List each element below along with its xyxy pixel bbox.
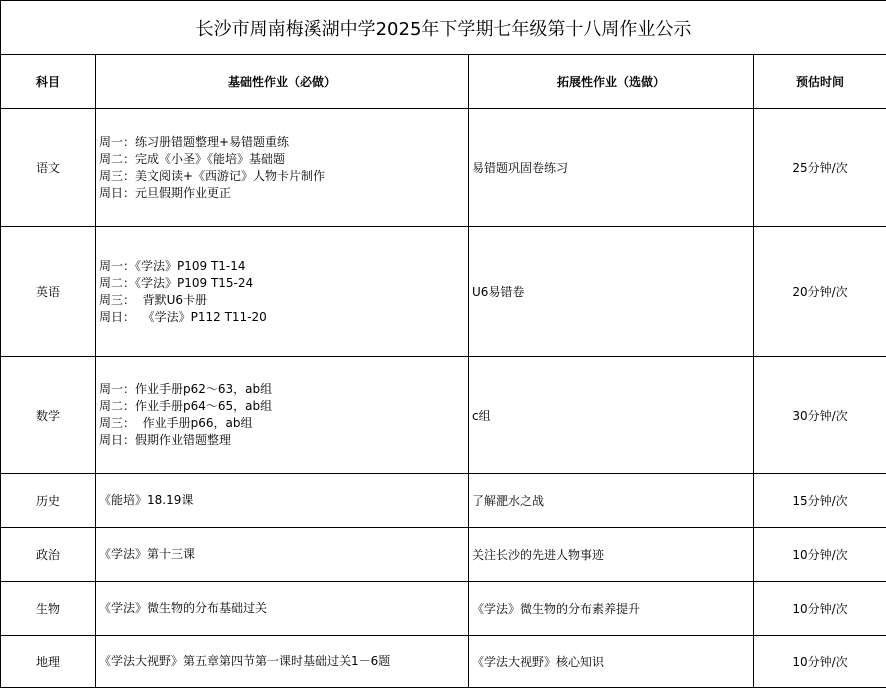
time-cell: 25分钟/次 <box>754 109 886 227</box>
basic-line: 周二：完成《小圣》《能培》基础题 <box>99 151 286 166</box>
basic-line: 周三： 作业手册p66，ab组 <box>99 416 253 430</box>
time-cell: 15分钟/次 <box>754 474 886 528</box>
table-row <box>1 109 886 227</box>
basic-cell <box>96 636 469 688</box>
basic-cell <box>96 357 469 474</box>
table-row <box>1 636 886 688</box>
basic-cell <box>96 109 469 227</box>
table-row <box>1 227 886 357</box>
header-row <box>1 55 886 109</box>
table-row <box>1 528 886 582</box>
subject-cell: 历史 <box>1 474 96 528</box>
basic-line: 周日：假期作业错题整理 <box>99 433 232 447</box>
header-extended: 拓展性作业（选做） <box>469 55 754 109</box>
basic-line: 《学法大视野》第五章第四节第一课时基础过关1－6题 <box>99 654 391 668</box>
time-cell: 30分钟/次 <box>754 357 886 474</box>
basic-line: 《能培》18.19课 <box>99 493 194 507</box>
table-row <box>1 582 886 636</box>
time-cell: 20分钟/次 <box>754 227 886 357</box>
basic-cell <box>96 474 469 528</box>
basic-line: 《学法》微生物的分布基础过关 <box>99 601 268 615</box>
page-title: 长沙市周南梅溪湖中学2025年下学期七年级第十八周作业公示 <box>1 1 886 55</box>
header-basic: 基础性作业（必做） <box>96 55 469 109</box>
subject-cell: 生物 <box>1 582 96 636</box>
extended-cell: 了解淝水之战 <box>469 474 754 528</box>
basic-cell <box>96 227 469 357</box>
basic-line: 周一：《学法》P109 T1-14 <box>99 258 246 273</box>
basic-line: 周日：元旦假期作业更正 <box>99 185 232 200</box>
extended-cell: U6易错卷 <box>469 227 754 357</box>
time-cell: 10分钟/次 <box>754 582 886 636</box>
basic-line: 周一：作业手册p62～63，ab组 <box>99 382 273 396</box>
subject-cell: 英语 <box>1 227 96 357</box>
title-row <box>1 1 886 55</box>
extended-cell: c组 <box>469 357 754 474</box>
time-cell: 10分钟/次 <box>754 636 886 688</box>
subject-cell: 政治 <box>1 528 96 582</box>
basic-line: 周三：美文阅读+《西游记》人物卡片制作 <box>99 168 326 183</box>
extended-cell: 关注长沙的先进人物事迹 <box>469 528 754 582</box>
basic-line: 周三： 背默U6卡册 <box>99 292 208 307</box>
extended-cell: 《学法》微生物的分布素养提升 <box>469 582 754 636</box>
basic-line: 周二：作业手册p64～65，ab组 <box>99 399 273 413</box>
basic-line: 周二：《学法》P109 T15-24 <box>99 275 254 290</box>
table-row <box>1 474 886 528</box>
basic-cell <box>96 582 469 636</box>
time-cell: 10分钟/次 <box>754 528 886 582</box>
extended-cell: 易错题巩固卷练习 <box>469 109 754 227</box>
header-subject: 科目 <box>1 55 96 109</box>
subject-cell: 数学 <box>1 357 96 474</box>
basic-cell <box>96 528 469 582</box>
basic-line: 《学法》第十三课 <box>99 547 196 561</box>
header-time: 预估时间 <box>754 55 886 109</box>
table-row <box>1 357 886 474</box>
extended-cell: 《学法大视野》核心知识 <box>469 636 754 688</box>
subject-cell: 地理 <box>1 636 96 688</box>
basic-line: 周日： 《学法》P112 T11-20 <box>99 309 267 324</box>
basic-line: 周一：练习册错题整理+易错题重练 <box>99 134 290 149</box>
subject-cell: 语文 <box>1 109 96 227</box>
